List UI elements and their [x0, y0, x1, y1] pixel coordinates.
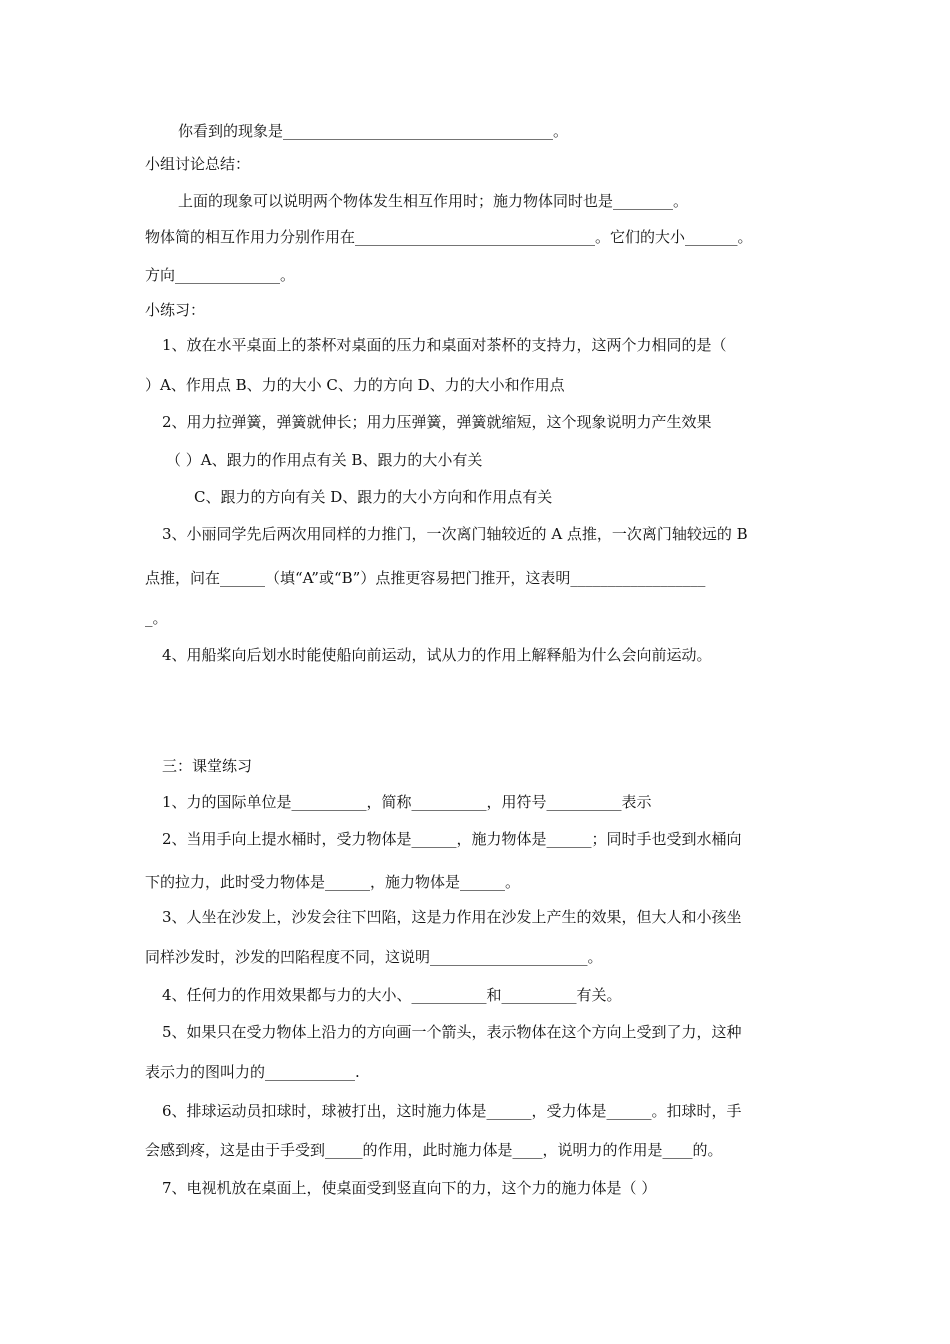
text-line-15: 4、用船桨向后划水时能使船向前运动，试从力的作用上解释船为什么会向前运动。: [162, 646, 712, 664]
text-line-13: 点推，问在______（填“A”或“B”）点推更容易把门推开，这表明__________________: [145, 569, 706, 587]
text-line-14: _。: [145, 609, 168, 627]
section-title-practice: 小练习：: [145, 301, 206, 319]
text-line-02: 小组讨论总结：: [145, 155, 251, 173]
text-line-10: （ ）A、跟力的作用点有关 B、跟力的大小有关: [166, 451, 483, 469]
text-line-24: 表示力的图叫力的____________.: [145, 1063, 360, 1081]
text-line-05: 方向______________。: [145, 266, 296, 284]
text-line-08: ）A、作用点 B、力的大小 C、力的方向 D、力的大小和作用点: [145, 376, 565, 394]
text-line-22: 4、任何力的作用效果都与力的大小、__________和__________有关。: [162, 986, 622, 1004]
text-line-26: 会感到疼，这是由于手受到_____的作用，此时施力体是____，说明力的作用是____的。: [145, 1141, 723, 1159]
section-title-classroom: 三：课堂练习: [162, 757, 253, 775]
text-line-21: 同样沙发时，沙发的凹陷程度不同，这说明_____________________。: [145, 948, 603, 966]
text-line-04: 物体简的相互作用力分别作用在________________________________。它们的大小_______。: [145, 228, 753, 246]
text-line-12: 3、小丽同学先后两次用同样的力推门，一次离门轴较近的 A 点推，一次离门轴较远的 B: [162, 525, 748, 543]
text-line-23: 5、如果只在受力物体上沿力的方向画一个箭头，表示物体在这个方向上受到了力，这种: [162, 1023, 742, 1041]
text-line-27: 7、电视机放在桌面上，使桌面受到竖直向下的力，这个力的施力体是（ ）: [162, 1179, 657, 1197]
text-line-25: 6、排球运动员扣球时，球被打出，这时施力体是______，受力体是______。扣球时，手: [162, 1102, 742, 1120]
text-line-09: 2、用力拉弹簧，弹簧就伸长；用力压弹簧，弹簧就缩短，这个现象说明力产生效果: [162, 413, 712, 431]
text-line-11: C、跟力的方向有关 D、跟力的大小方向和作用点有关: [194, 488, 553, 506]
text-line-01: 你看到的现象是____________________________________。: [178, 122, 569, 140]
text-line-07: 1、放在水平桌面上的茶杯对桌面的压力和桌面对茶杯的支持力，这两个力相同的是（: [162, 336, 727, 354]
text-line-03: 上面的现象可以说明两个物体发生相互作用时；施力物体同时也是________。: [178, 192, 689, 210]
text-line-17: 1、力的国际单位是__________，简称__________，用符号__________表示: [162, 793, 652, 811]
text-line-19: 下的拉力，此时受力物体是______，施力物体是______。: [145, 873, 521, 891]
text-line-18: 2、当用手向上提水桶时，受力物体是______，施力物体是______；同时手也受到水桶向: [162, 830, 742, 848]
text-line-20: 3、人坐在沙发上，沙发会往下凹陷，这是力作用在沙发上产生的效果，但大人和小孩坐: [162, 908, 742, 926]
